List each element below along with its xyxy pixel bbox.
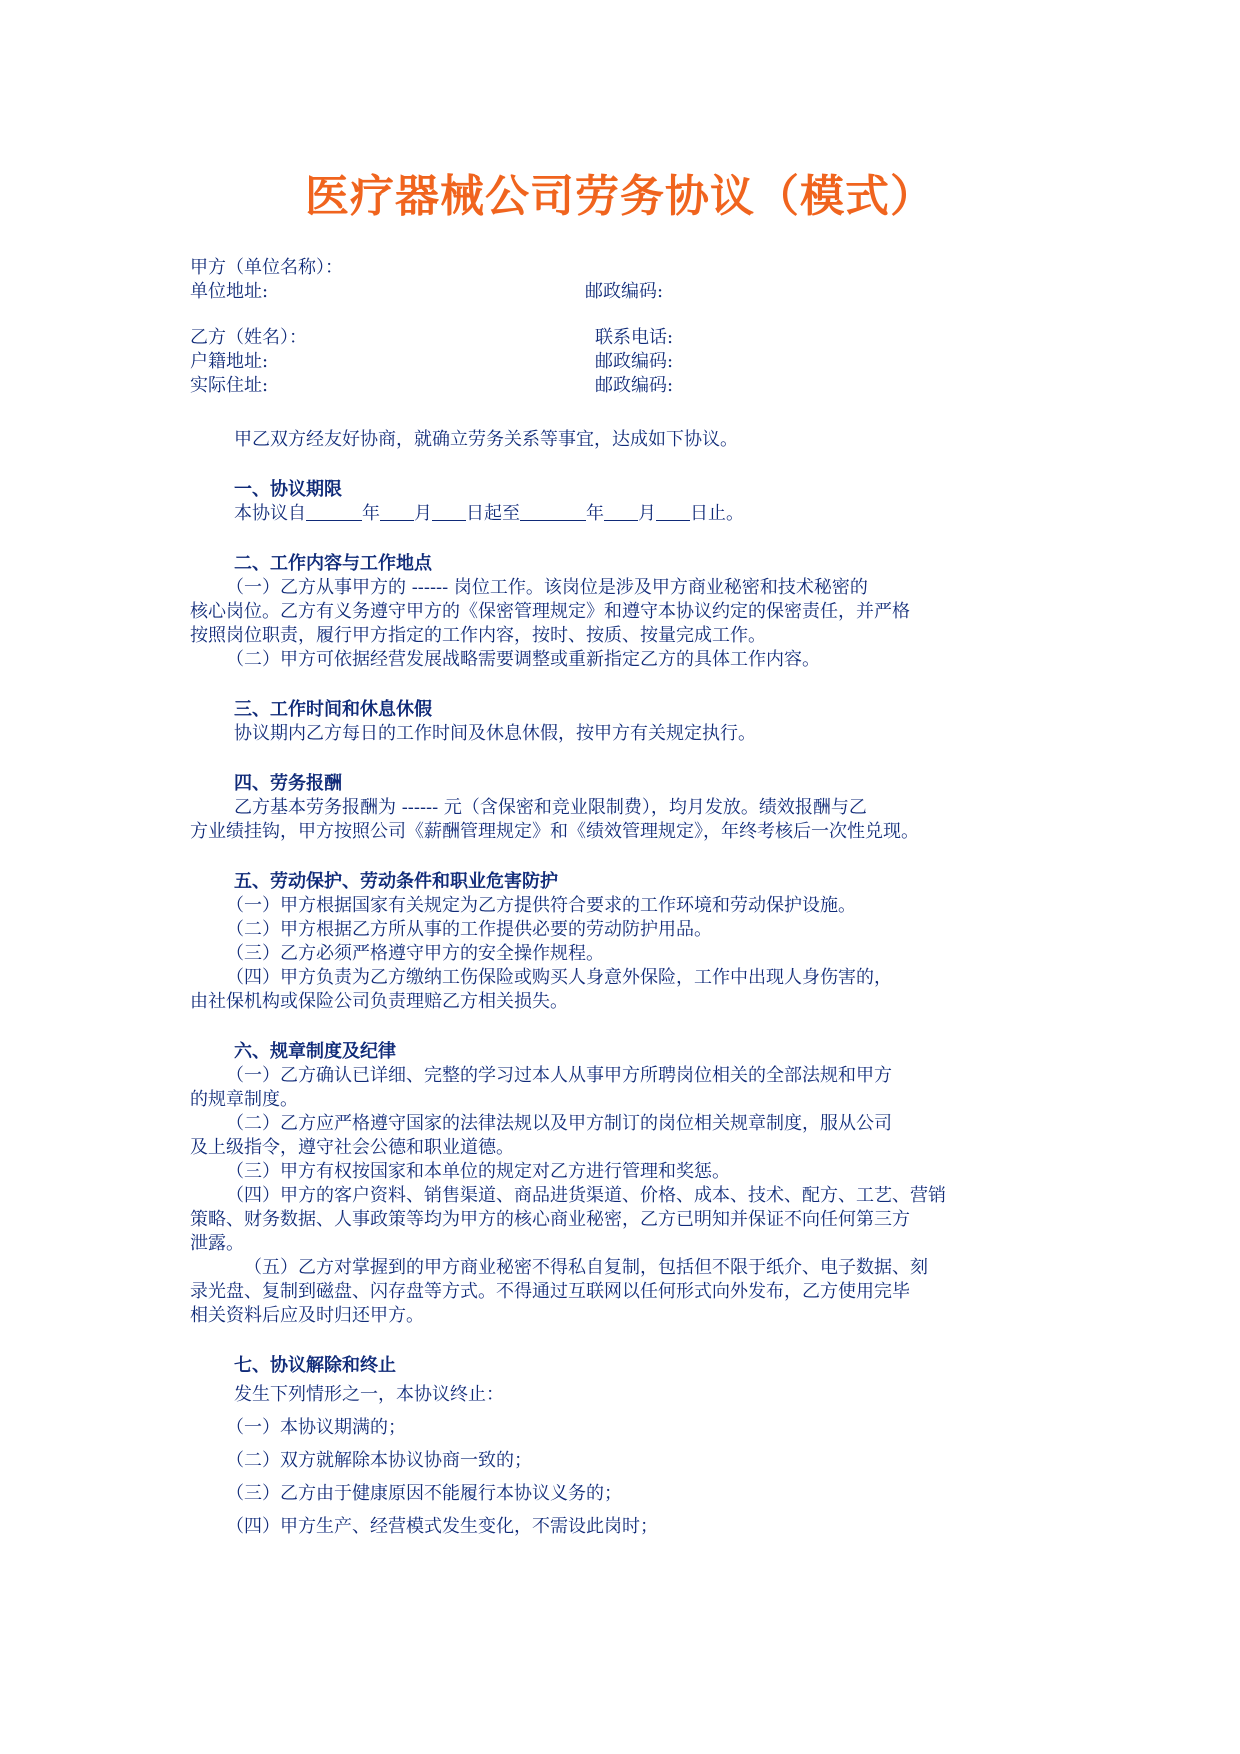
party-b-postcode-1-label: 邮政编码: bbox=[595, 351, 674, 372]
section-5-heading: 五、劳动保护、劳动条件和职业危害防护 bbox=[234, 871, 558, 892]
section-6-item-5-line-1: （五）乙方对掌握到的甲方商业秘密不得私自复制，包括但不限于纸介、电子数据、刻 bbox=[244, 1257, 928, 1278]
start-day-blank bbox=[432, 502, 466, 521]
section-5-item-4-line-2: 由社保机构或保险公司负责理赔乙方相关损失。 bbox=[190, 991, 568, 1012]
section-6-item-3: （三）甲方有权按国家和本单位的规定对乙方进行管理和奖惩。 bbox=[226, 1161, 730, 1182]
agreement-body bbox=[190, 256, 1060, 1543]
term-line bbox=[190, 502, 1060, 526]
party-a-postcode-label: 邮政编码: bbox=[585, 281, 664, 302]
end-year-blank bbox=[520, 502, 586, 521]
section-7-item-3: （三）乙方由于健康原因不能履行本协议义务的； bbox=[226, 1483, 622, 1504]
term-text-month: 月 bbox=[414, 503, 432, 524]
section-7-item-1: （一）本协议期满的； bbox=[226, 1417, 406, 1438]
document-title: 医疗器械公司劳务协议（模式） bbox=[305, 171, 935, 222]
section-3-paragraph: 协议期内乙方每日的工作时间及休息休假，按甲方有关规定执行。 bbox=[234, 723, 756, 744]
party-b-household-label: 户籍地址: bbox=[190, 351, 269, 372]
section-3-heading: 三、工作时间和休息休假 bbox=[234, 699, 432, 720]
party-a-address-row bbox=[190, 280, 1060, 304]
party-b-household-row bbox=[190, 350, 1060, 374]
term-text-year: 年 bbox=[362, 503, 380, 524]
party-b-name-row bbox=[190, 326, 1060, 350]
party-b-phone-label: 联系电话: bbox=[595, 327, 674, 348]
section-6-item-2-line-1: （二）乙方应严格遵守国家的法律法规以及甲方制订的岗位相关规章制度，服从公司 bbox=[226, 1113, 892, 1134]
section-6-item-5-line-2: 录光盘、复制到磁盘、闪存盘等方式。不得通过互联网以任何形式向外发布，乙方使用完毕 bbox=[190, 1281, 910, 1302]
start-year-blank bbox=[306, 502, 362, 521]
section-6-item-5-line-3: 相关资料后应及时归还甲方。 bbox=[190, 1305, 424, 1326]
party-a-name-label: 甲方（单位名称）： bbox=[190, 257, 343, 278]
section-6-item-2-line-2: 及上级指令，遵守社会公德和职业道德。 bbox=[190, 1137, 514, 1158]
section-4-line-1: 乙方基本劳务报酬为 ------ 元（含保密和竞业限制费），均月发放。绩效报酬与乙 bbox=[234, 797, 867, 818]
section-5-item-4-line-1: （四）甲方负责为乙方缴纳工伤保险或购买人身意外保险，工作中出现人身伤害的， bbox=[226, 967, 892, 988]
term-text-end: 日止。 bbox=[690, 503, 744, 524]
section-5-item-3: （三）乙方必须严格遵守甲方的安全操作规程。 bbox=[226, 943, 604, 964]
party-a-address-label: 单位地址: bbox=[190, 281, 269, 302]
end-month-blank bbox=[604, 502, 638, 521]
section-4-line-2: 方业绩挂钩，甲方按照公司《薪酬管理规定》和《绩效管理规定》，年终考核后一次性兑现。 bbox=[190, 821, 919, 842]
term-text-from: 本协议自 bbox=[234, 503, 306, 524]
term-text-to: 日起至 bbox=[466, 503, 520, 524]
party-b-postcode-2-label: 邮政编码: bbox=[595, 375, 674, 396]
section-6-item-4-line-1: （四）甲方的客户资料、销售渠道、商品进货渠道、价格、成本、技术、配方、工艺、营销 bbox=[226, 1185, 946, 1206]
section-6-item-4-line-2: 策略、财务数据、人事政策等均为甲方的核心商业秘密，乙方已明知并保证不向任何第三方 bbox=[190, 1209, 910, 1230]
party-b-name-label: 乙方（姓名）： bbox=[190, 327, 307, 348]
section-5-item-1: （一）甲方根据国家有关规定为乙方提供符合要求的工作环境和劳动保护设施。 bbox=[226, 895, 856, 916]
section-6-heading: 六、规章制度及纪律 bbox=[234, 1041, 396, 1062]
section-7-heading: 七、协议解除和终止 bbox=[234, 1355, 396, 1376]
term-text-month-2: 月 bbox=[638, 503, 656, 524]
section-2-item-2: （二）甲方可依据经营发展战略需要调整或重新指定乙方的具体工作内容。 bbox=[226, 649, 820, 670]
section-1-heading: 一、协议期限 bbox=[234, 479, 342, 500]
start-month-blank bbox=[380, 502, 414, 521]
end-day-blank bbox=[656, 502, 690, 521]
section-5-item-2: （二）甲方根据乙方所从事的工作提供必要的劳动防护用品。 bbox=[226, 919, 712, 940]
intro-paragraph: 甲乙双方经友好协商，就确立劳务关系等事宜，达成如下协议。 bbox=[234, 429, 738, 450]
party-b-actual-row bbox=[190, 374, 1060, 398]
section-4-heading: 四、劳务报酬 bbox=[234, 773, 342, 794]
section-2-item-1-line-3: 按照岗位职责，履行甲方指定的工作内容，按时、按质、按量完成工作。 bbox=[190, 625, 766, 646]
section-6-item-1-line-1: （一）乙方确认已详细、完整的学习过本人从事甲方所聘岗位相关的全部法规和甲方 bbox=[226, 1065, 892, 1086]
section-7-intro: 发生下列情形之一，本协议终止： bbox=[234, 1384, 504, 1405]
section-7-item-4: （四）甲方生产、经营模式发生变化，不需设此岗时； bbox=[226, 1516, 658, 1537]
section-2-item-1-line-1: （一）乙方从事甲方的 ------ 岗位工作。该岗位是涉及甲方商业秘密和技术秘密的 bbox=[226, 577, 868, 598]
section-2-heading: 二、工作内容与工作地点 bbox=[234, 553, 432, 574]
section-7-item-2: （二）双方就解除本协议协商一致的； bbox=[226, 1450, 532, 1471]
party-b-actual-label: 实际住址: bbox=[190, 375, 269, 396]
section-6-item-4-line-3: 泄露。 bbox=[190, 1233, 244, 1254]
term-text-year-2: 年 bbox=[586, 503, 604, 524]
section-2-item-1-line-2: 核心岗位。乙方有义务遵守甲方的《保密管理规定》和遵守本协议约定的保密责任，并严格 bbox=[190, 601, 910, 622]
section-6-item-1-line-2: 的规章制度。 bbox=[190, 1089, 298, 1110]
